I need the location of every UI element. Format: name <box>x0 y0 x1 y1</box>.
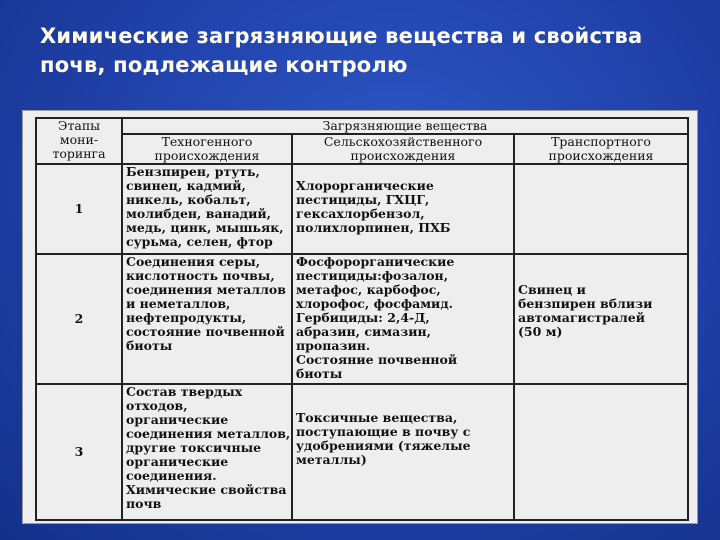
table-subheader-row <box>36 134 688 164</box>
tech-cell: Соединения серы, кислотность почвы, соединения металлов и неметаллов, нефтепродукты, состояние почвенной биоты <box>122 254 292 384</box>
table-row <box>36 254 688 384</box>
agri-cell: Фосфорорганические пестициды:фозалон, метафос, карбофос, хлорофос, фосфамид. Гербициды: 2,4-Д, абразин, симазин, пропазин. Состояние почвенной биоты <box>292 254 514 384</box>
agri-cell: Токсичные вещества, поступающие в почву с удобрениями (тяжелые металлы) <box>292 384 514 520</box>
title-line-1: Химические загрязняющие вещества и свойства <box>40 24 643 48</box>
scanned-table-image <box>22 110 698 524</box>
tech-cell: Состав твердых отходов, органические соединения металлов, другие токсичные органические соединения. Химические свойства почв <box>122 384 292 520</box>
table-row <box>36 384 688 520</box>
table-row <box>36 164 688 254</box>
transport-cell <box>514 164 688 254</box>
transport-cell <box>514 384 688 520</box>
agri-cell: Хлорорганические пестициды, ГХЦГ, гексахлорбензол, полихлорпинен, ПХБ <box>292 164 514 254</box>
title-line-2: почв, подлежащие контролю <box>40 53 408 77</box>
header-stages: Этапы мони- торинга <box>36 118 122 164</box>
slide-title <box>40 22 700 80</box>
stage-cell: 3 <box>36 384 122 520</box>
header-pollutants: Загрязняющие вещества <box>122 118 688 134</box>
table-header-row <box>36 118 688 134</box>
header-transport: Транспортного происхождения <box>514 134 688 164</box>
transport-cell: Свинец и бензпирен вблизи автомагистралей (50 м) <box>514 254 688 384</box>
tech-cell: Бензпирен, ртуть, свинец, кадмий, никель, кобальт, молибден, ванадий, медь, цинк, мышьяк, сурьма, селен, фтор <box>122 164 292 254</box>
header-agri: Сельскохозяйственного происхождения <box>292 134 514 164</box>
stage-cell: 1 <box>36 164 122 254</box>
pollutants-table <box>35 117 689 521</box>
stage-cell: 2 <box>36 254 122 384</box>
header-tech: Техногенного происхождения <box>122 134 292 164</box>
